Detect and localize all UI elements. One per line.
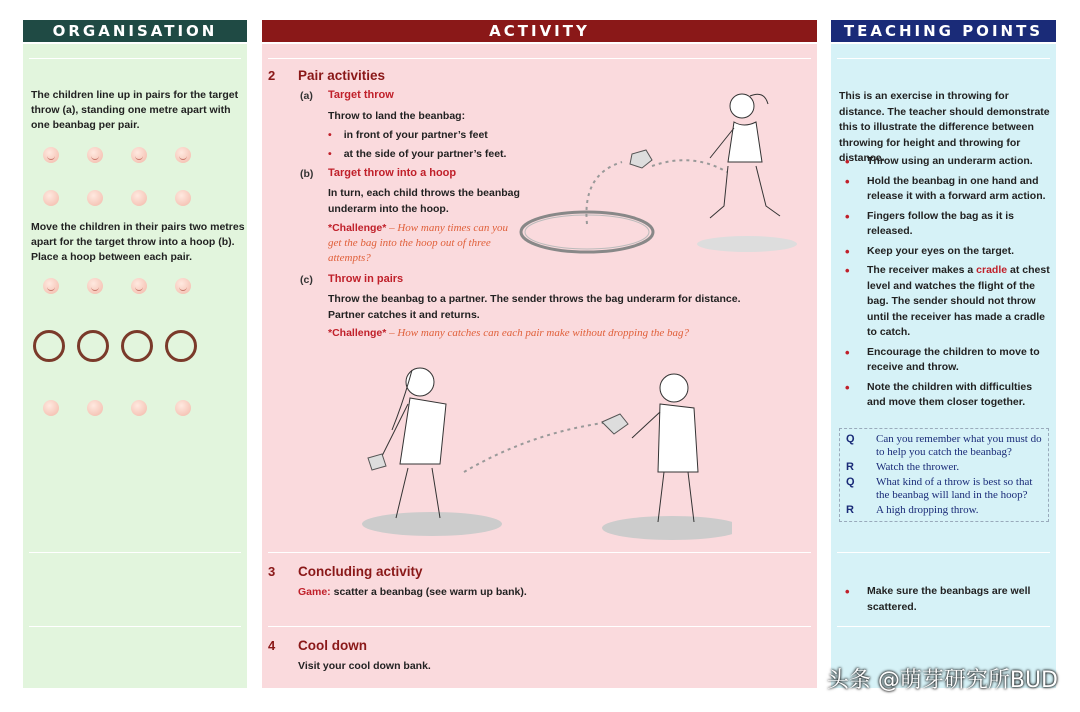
teaching-point: • Fingers follow the bag as it is released. [839,209,1051,240]
divider [268,58,811,59]
cradle-post: at chest level and watches the flight of the bag. The sender should not throw until the receiver has made a cradle to catch. [867,264,1050,338]
sub-title-throw-in-pairs: Throw in pairs [328,273,404,285]
teaching-points-panel [831,44,1056,688]
qr-row [840,461,1048,474]
child-head-icon [175,400,191,416]
section-title-cool-down: Cool down [298,638,367,653]
child-face-icon [131,278,147,294]
hoop-icon [77,330,109,362]
divider [837,552,1050,553]
cool-down-text: Visit your cool down bank. [298,660,431,672]
throw-pairs-text: Throw the beanbag to a partner. The sender throws the bag underarm for distance. Partner catches it and returns. [328,293,741,321]
divider [837,626,1050,627]
divider [29,552,241,553]
qr-text: Can you remember what you must do to help you catch the beanbag? [876,433,1042,458]
qr-text: Watch the thrower. [876,461,960,473]
teaching-point: • Encourage the children to move to receive and throw. [839,345,1051,376]
bullet-icon: • [328,148,332,160]
question-response-box [839,428,1049,522]
teaching-point-cradle [839,263,1051,341]
hoop-icon [33,330,65,362]
child-face-icon [87,278,103,294]
qr-text: A high dropping throw. [876,504,979,516]
teaching-point: • Throw using an underarm action. [839,154,1051,170]
organisation-panel [23,44,247,688]
section-number: 2 [268,68,276,83]
bullet-text: in front of your partner’s feet [343,129,488,141]
child-head-icon [87,190,103,206]
divider [268,552,811,553]
child-face-icon [87,147,103,163]
teaching-point: • Keep your eyes on the target. [839,244,1051,260]
game-line [298,584,527,600]
child-face-icon [175,278,191,294]
child-head-icon [43,190,59,206]
organisation-header: ORGANISATION [23,20,247,42]
section-title-pair-activities: Pair activities [298,68,386,83]
section-number: 3 [268,564,276,579]
child-head-icon [87,400,103,416]
target-throw-text: Throw to land the beanbag: [328,110,466,122]
organisation-column [23,20,247,263]
child-head-icon [131,190,147,206]
qr-text: What kind of a throw is best so that the beanbag will land in the hoop? [876,476,1033,501]
teaching-point: • Hold the beanbag in one hand and release it with a forward arm action. [839,174,1051,205]
sub-title-target-throw-hoop: Target throw into a hoop [328,167,457,179]
child-head-icon [43,400,59,416]
activity-header: ACTIVITY [262,20,817,42]
qr-row [840,476,1048,502]
game-label: Game: [298,586,331,598]
hoop-text: In turn, each child throws the beanbag underarm into the hoop. [328,187,520,215]
divider [268,626,811,627]
challenge-question: – How many times can you get the bag into the hoop out of three attempts? [328,222,508,264]
qr-key: Q [846,476,855,488]
challenge-question: – How many catches can each pair make without dropping the bag? [386,327,690,339]
challenge-text [328,326,798,341]
qr-row [840,504,1048,517]
activity-column [262,20,817,672]
bullet-item [328,127,488,143]
child-face-icon [131,147,147,163]
qr-key: R [846,461,854,473]
sub-letter: (a) [300,90,313,102]
teaching-points-column [831,20,1056,613]
org-paragraph-1: The children line up in pairs for the target throw (a), standing one metre apart with one beanbag per pair. [31,89,239,131]
challenge-text [328,221,524,266]
challenge-label: *Challenge* [328,327,387,339]
child-face-icon [43,278,59,294]
hoop-icon [165,330,197,362]
target-throw-illustration [512,84,812,264]
bullet-icon: • [328,129,332,141]
qr-key: Q [846,433,855,445]
pair-throw-illustration [352,352,732,552]
divider [29,58,241,59]
activity-panel [262,44,817,688]
game-text: scatter a beanbag (see warm up bank). [330,586,527,598]
cradle-pre: The receiver makes a [867,264,977,276]
challenge-label: *Challenge* [328,222,387,234]
teaching-intro: This is an exercise in throwing for distance. The teacher should demonstrate this to illustrate the difference between throwing for height and throwing for distance. [839,90,1050,164]
teaching-point: • Note the children with difficulties and move them closer together. [839,380,1051,411]
watermark-text: 头条 @萌芽研究所BUD [826,668,1058,693]
cradle-word: cradle [976,264,1008,276]
final-point-list [839,584,1051,615]
teaching-point: • Make sure the beanbags are well scattered. [839,584,1051,615]
qr-row [840,433,1048,459]
org-paragraph-2: Move the children in their pairs two metres apart for the target throw into a hoop (b). Place a hoop between each pair. [31,221,245,263]
child-head-icon [175,190,191,206]
qr-key: R [846,504,854,516]
bullet-item [328,146,506,162]
child-face-icon [43,147,59,163]
sub-title-target-throw: Target throw [328,89,394,101]
hoop-icon [121,330,153,362]
section-number: 4 [268,638,276,653]
teaching-points-header: TEACHING POINTS [831,20,1056,42]
section-title-concluding: Concluding activity [298,564,423,579]
child-face-icon [175,147,191,163]
teaching-points-list [839,154,1051,411]
sub-letter: (c) [300,274,313,286]
divider [29,626,241,627]
child-head-icon [131,400,147,416]
bullet-text: at the side of your partner’s feet. [343,148,507,160]
sub-letter: (b) [300,168,314,180]
divider [837,58,1050,59]
